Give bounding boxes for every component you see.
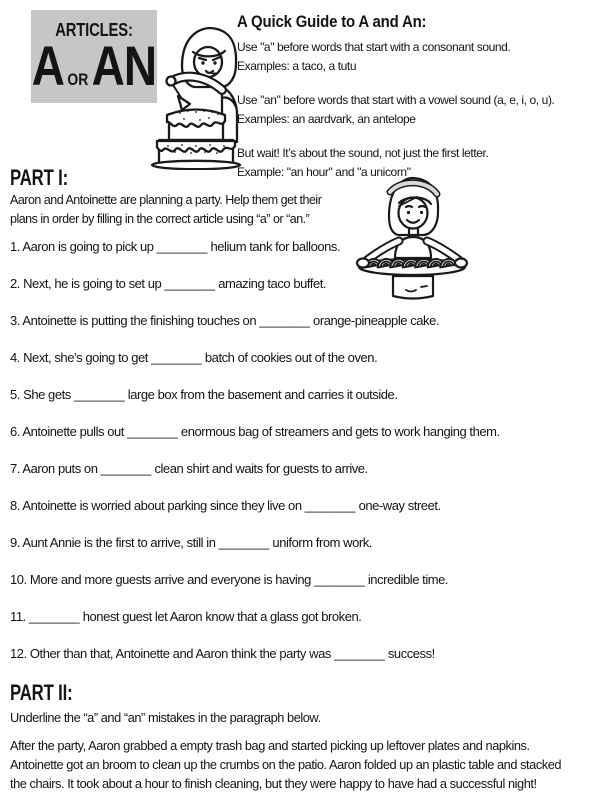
item-number: 12. xyxy=(10,646,27,661)
worksheet-item xyxy=(10,609,500,625)
item-text-before: Next, she’s going to get xyxy=(19,350,152,365)
part-two-section xyxy=(10,682,561,793)
worksheet-item xyxy=(10,350,500,366)
badge-letters-an: AN xyxy=(91,34,157,97)
worksheet-item xyxy=(10,424,500,440)
item-number: 6. xyxy=(10,424,20,439)
intro-line-1: Aaron and Antoinette are planning a party. Help them get their xyxy=(10,193,322,207)
worksheet-item xyxy=(10,313,500,329)
item-text-after: uniform from work. xyxy=(269,535,372,550)
face xyxy=(399,198,428,229)
fill-in-blank: _______ xyxy=(151,350,202,365)
item-number: 4. xyxy=(10,350,20,365)
fill-in-blank: _______ xyxy=(164,276,216,291)
part-two-instruction: Underline the “a” and “an” mistakes in the paragraph below. xyxy=(10,710,321,725)
item-text-after: one-way street. xyxy=(355,498,441,513)
intro-line-2: plans in order by filling in the correct article using “a” or “an.” xyxy=(10,212,310,226)
worksheet-item xyxy=(10,535,500,551)
paragraph-line-2: Antoinette got an broom to clean up the crumbs on the patio. Aaron folded up an plastic table and stacked xyxy=(10,757,562,772)
badge-articles-label: ARTICLES: xyxy=(55,19,133,40)
item-number: 10. xyxy=(10,572,27,587)
item-text-after: honest guest let Aaron know that a glass got broken. xyxy=(79,609,362,624)
fill-in-blank: _______ xyxy=(28,609,80,624)
item-text-before: Antoinette is putting the finishing touches on xyxy=(19,313,260,328)
paragraph-line-3: the chairs. It took about a hour to finish cleaning, but they were happy to have had a successful night! xyxy=(10,776,537,791)
badge-a-or-an xyxy=(31,34,157,97)
item-text-before: Aaron is going to pick up xyxy=(19,239,157,254)
guide-rule-an: Use "an" before words that start with a vowel sound (a, e, i, o, u). xyxy=(237,93,555,107)
tacos xyxy=(364,258,457,268)
item-number: 1. xyxy=(10,239,20,254)
left-hand xyxy=(357,259,369,268)
guide-example-a: Examples: a taco, a tutu xyxy=(237,58,357,73)
guide-rule-an-block xyxy=(237,91,600,128)
item-text-after: success! xyxy=(384,646,435,661)
item-text-before: Antoinette is worried about parking since they live on xyxy=(19,498,305,513)
fill-in-blank: _______ xyxy=(259,313,310,328)
right-hand xyxy=(455,259,467,268)
fill-in-blank: _______ xyxy=(100,461,152,476)
item-text-after: clean shirt and waits for guests to arrive. xyxy=(151,461,368,476)
worksheet-item xyxy=(10,646,500,662)
item-number: 9. xyxy=(10,535,20,550)
part-two-paragraph xyxy=(10,736,561,793)
part-two-title: PART II: xyxy=(10,680,73,705)
guide-sound-note: But wait! It’s about the sound, not just the first letter. xyxy=(237,146,489,160)
fill-in-blank: _______ xyxy=(127,424,178,439)
item-text-after: incredible time. xyxy=(364,572,449,587)
item-number: 7. xyxy=(10,461,20,476)
worksheet-item xyxy=(10,461,500,477)
paragraph-line-1: After the party, Aaron grabbed a empty trash bag and started picking up leftover plates and napkins. xyxy=(10,738,530,753)
guide-rule-a-block xyxy=(237,38,600,75)
item-text-before: She gets xyxy=(19,387,74,402)
item-text-after: large box from the basement and carries it outside. xyxy=(124,387,398,402)
badge-letter-a: A xyxy=(31,34,65,97)
item-text-after: helium tank for balloons. xyxy=(207,239,341,254)
item-number: 11. xyxy=(10,609,26,624)
cake-decorating-illustration xyxy=(138,24,250,170)
guide-sound-example: Example: "an hour" and "a unicorn" xyxy=(237,164,411,179)
hand xyxy=(167,77,176,86)
fill-in-blank: _______ xyxy=(74,387,125,402)
item-text-after: orange-pineapple cake. xyxy=(309,313,440,328)
torso xyxy=(393,276,433,299)
item-text-after: amazing taco buffet. xyxy=(215,276,327,291)
item-text-after: enormous bag of streamers and gets to work hanging them. xyxy=(177,424,500,439)
fill-in-blank: _______ xyxy=(156,239,208,254)
fill-in-blank: _______ xyxy=(314,572,365,587)
guide-example-an: Examples: an aardvark, an antelope xyxy=(237,111,416,126)
part-one-title: PART I: xyxy=(10,165,69,190)
fill-in-blank: _______ xyxy=(218,535,270,550)
item-text-before: Aunt Annie is the first to arrive, still in xyxy=(19,535,219,550)
item-text-before: Other than that, Antoinette and Aaron think the party was xyxy=(26,646,335,661)
worksheet-item xyxy=(10,572,500,588)
fill-in-items-list xyxy=(10,239,500,662)
fill-in-blank: _______ xyxy=(304,498,356,513)
item-number: 2. xyxy=(10,276,20,291)
taco-platter-illustration xyxy=(351,172,471,300)
item-text-after: batch of cookies out of the oven. xyxy=(201,350,378,365)
worksheet-item xyxy=(10,498,500,514)
item-number: 5. xyxy=(10,387,20,402)
item-text-before: Aaron puts on xyxy=(19,461,101,476)
item-number: 8. xyxy=(10,498,20,513)
item-text-before: Next, he is going to set up xyxy=(19,276,165,291)
item-text-before: Antoinette pulls out xyxy=(19,424,128,439)
guide-title: A Quick Guide to A and An: xyxy=(237,12,427,31)
badge-or-label: OR xyxy=(67,70,89,89)
item-text-before: More and more guests arrive and everyone is having xyxy=(26,572,315,587)
item-number: 3. xyxy=(10,313,20,328)
fill-in-blank: _______ xyxy=(334,646,385,661)
worksheet-item xyxy=(10,387,500,403)
guide-rule-a: Use "a" before words that start with a consonant sound. xyxy=(237,40,511,54)
